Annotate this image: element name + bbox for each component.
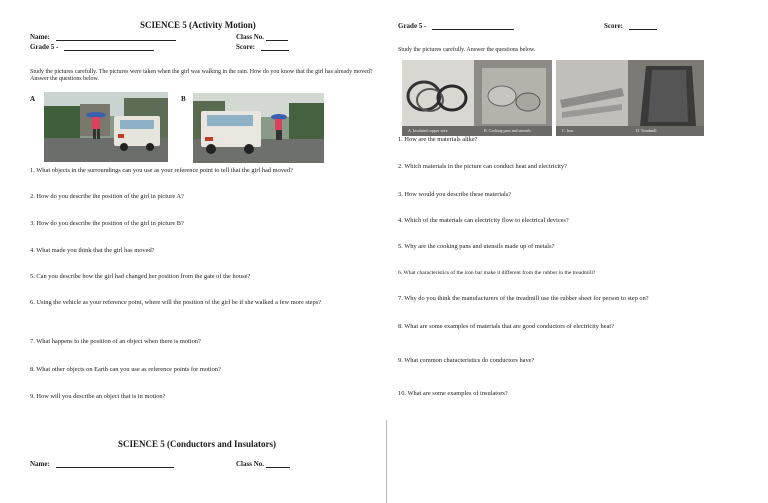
second-class-no-blank xyxy=(266,460,290,468)
name-field xyxy=(30,33,176,41)
photo-girl-a-scene xyxy=(44,92,168,162)
right-question-10: 10. What are some examples of insulators? xyxy=(398,390,508,397)
right-question-9: 9. What common characteristics do conductors have? xyxy=(398,357,535,364)
question-7: 7. What happens to the position of an object when there is motion? xyxy=(30,338,201,345)
question-8: 8. What other objects on Earth can you use as reference points for motion? xyxy=(30,366,221,373)
right-grade-field xyxy=(398,22,514,30)
right-grade-label: Grade 5 - xyxy=(398,22,427,30)
second-class-no-field xyxy=(236,460,290,468)
caption-b: B. Cooking pans and utensils xyxy=(484,128,531,133)
instructions: Study the pictures carefully. The pictures were taken when the girl was walking in the rain. How do you know that the girl has already moved? Answer the questions below. xyxy=(30,69,373,82)
score-blank xyxy=(261,43,289,51)
right-worksheet xyxy=(390,0,768,503)
right-question-7: 7. Why do you think the manufacturers of the treadmill use the rubber sheet for person to step on? xyxy=(398,295,649,302)
grade-field xyxy=(30,43,154,51)
name-label: Name: xyxy=(30,33,50,41)
caption-c: C. Iron xyxy=(562,128,574,133)
photo-iron-treadmill-scene xyxy=(556,60,704,136)
right-grade-blank xyxy=(432,22,514,30)
question-9: 9. How will you describe an object that is in motion? xyxy=(30,393,166,400)
right-question-4: 4. Which of the materials can electricity flow to electrical devices? xyxy=(398,217,569,224)
right-question-3: 3. How would you describe these materials? xyxy=(398,191,512,198)
right-question-2: 2. Which materials in the picture can conduct heat and electricity? xyxy=(398,163,567,170)
photo-wire-pans-scene xyxy=(402,60,552,136)
second-worksheet-title: SCIENCE 5 (Conductors and Insulators) xyxy=(118,439,277,449)
right-question-6: 6. What characteristics of the iron bar make it different from the rubber in the treadmill? xyxy=(398,270,596,276)
second-name-label: Name: xyxy=(30,460,50,468)
worksheet-title: SCIENCE 5 (Activity Motion) xyxy=(140,20,256,30)
question-4: 4. What made you think that the girl has moved? xyxy=(30,247,155,254)
score-field xyxy=(236,43,289,51)
right-score-blank xyxy=(629,22,657,30)
class-no-blank xyxy=(266,33,288,41)
photo-girl-b-scene xyxy=(193,93,324,163)
question-6: 6. Using the vehicle as your reference point, where will the position of the girl be if she walked a few more steps? xyxy=(30,299,322,306)
class-no-field xyxy=(236,33,288,41)
second-name-blank xyxy=(56,460,174,468)
right-instructions: Study the pictures carefully. Answer the questions below. xyxy=(398,47,536,53)
class-no-label: Class No. xyxy=(236,33,265,41)
question-5: 5. Can you describe how the girl had changed her position from the gate of the house? xyxy=(30,273,251,280)
right-score-field xyxy=(604,22,657,30)
name-blank xyxy=(56,33,176,41)
grade-blank xyxy=(64,43,154,51)
photo-materials-right xyxy=(556,60,704,136)
score-label: Score: xyxy=(236,43,255,51)
question-2: 2. How do you describe the position of the girl in picture A? xyxy=(30,193,184,200)
question-3: 3. How do you describe the position of the girl in picture B? xyxy=(30,220,184,227)
picture-b-label: B xyxy=(181,95,186,103)
second-name-field xyxy=(30,460,174,468)
second-class-no-label: Class No. xyxy=(236,460,265,468)
right-question-8: 8. What are some examples of materials that are good conductors of electricity heat? xyxy=(398,323,615,330)
sheet-divider xyxy=(386,420,387,503)
right-question-5: 5. Why are the cooking pans and utensils made up of metals? xyxy=(398,243,555,250)
photo-girl-a xyxy=(44,92,168,162)
right-question-1: 1. How are the materials alike? xyxy=(398,136,478,143)
grade-label: Grade 5 - xyxy=(30,43,59,51)
photo-materials-left xyxy=(402,60,552,136)
picture-a-label: A xyxy=(30,95,36,103)
caption-d: D. Treadmill xyxy=(636,128,657,133)
photo-girl-b xyxy=(193,93,324,163)
caption-a: A. Insulated copper wire xyxy=(408,128,448,133)
right-score-label: Score: xyxy=(604,22,623,30)
question-1: 1. What objects in the surroundings can you use as your reference point to tell that the girl had moved? xyxy=(30,167,293,174)
